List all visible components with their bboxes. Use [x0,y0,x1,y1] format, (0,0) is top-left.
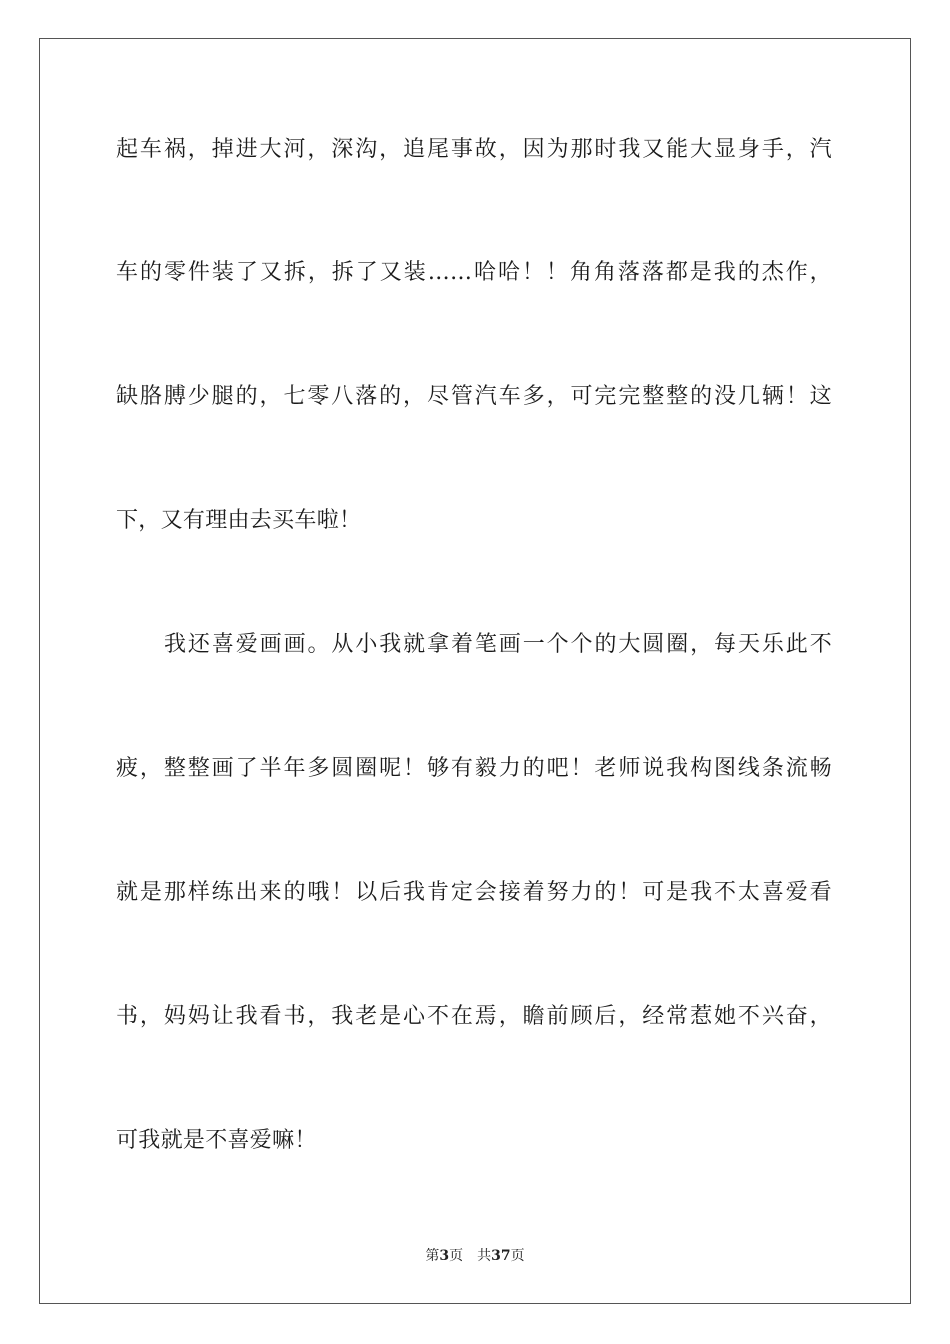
text-line-7: 就是那样练出来的哦！以后我肯定会接着努力的！可是我不太喜爱看 [116,880,832,905]
text-line-3: 缺胳膊少腿的，七零八落的，尽管汽车多，可完完整整的没几辆！这 [116,384,832,409]
text-line-8: 书，妈妈让我看书，我老是心不在焉，瞻前顾后，经常惹她不兴奋， [116,1004,832,1029]
text-line-1: 起车祸，掉进大河，深沟，追尾事故，因为那时我又能大显身手，汽 [116,137,832,162]
text-line-5: 我还喜爱画画。从小我就拿着笔画一个个的大圆圈，每天乐此不 [164,632,832,657]
total-pages: 37 [491,1248,511,1264]
text-line-4: 下，又有理由去买车啦！ [116,508,362,533]
page-number: 3 [439,1248,450,1264]
page-suffix: 页 [449,1248,464,1264]
text-line-9: 可我就是不喜爱嘛！ [116,1128,317,1153]
text-line-2: 车的零件装了又拆，拆了又装……哈哈！！角角落落都是我的杰作， [116,260,832,285]
page-footer [0,1247,950,1265]
text-line-6: 疲，整整画了半年多圆圈呢！够有毅力的吧！老师说我构图线条流畅 [116,756,832,781]
total-suffix: 页 [510,1248,525,1264]
page-border [39,38,911,1304]
total-prefix: 共 [477,1248,492,1264]
page-prefix: 第 [425,1248,440,1264]
